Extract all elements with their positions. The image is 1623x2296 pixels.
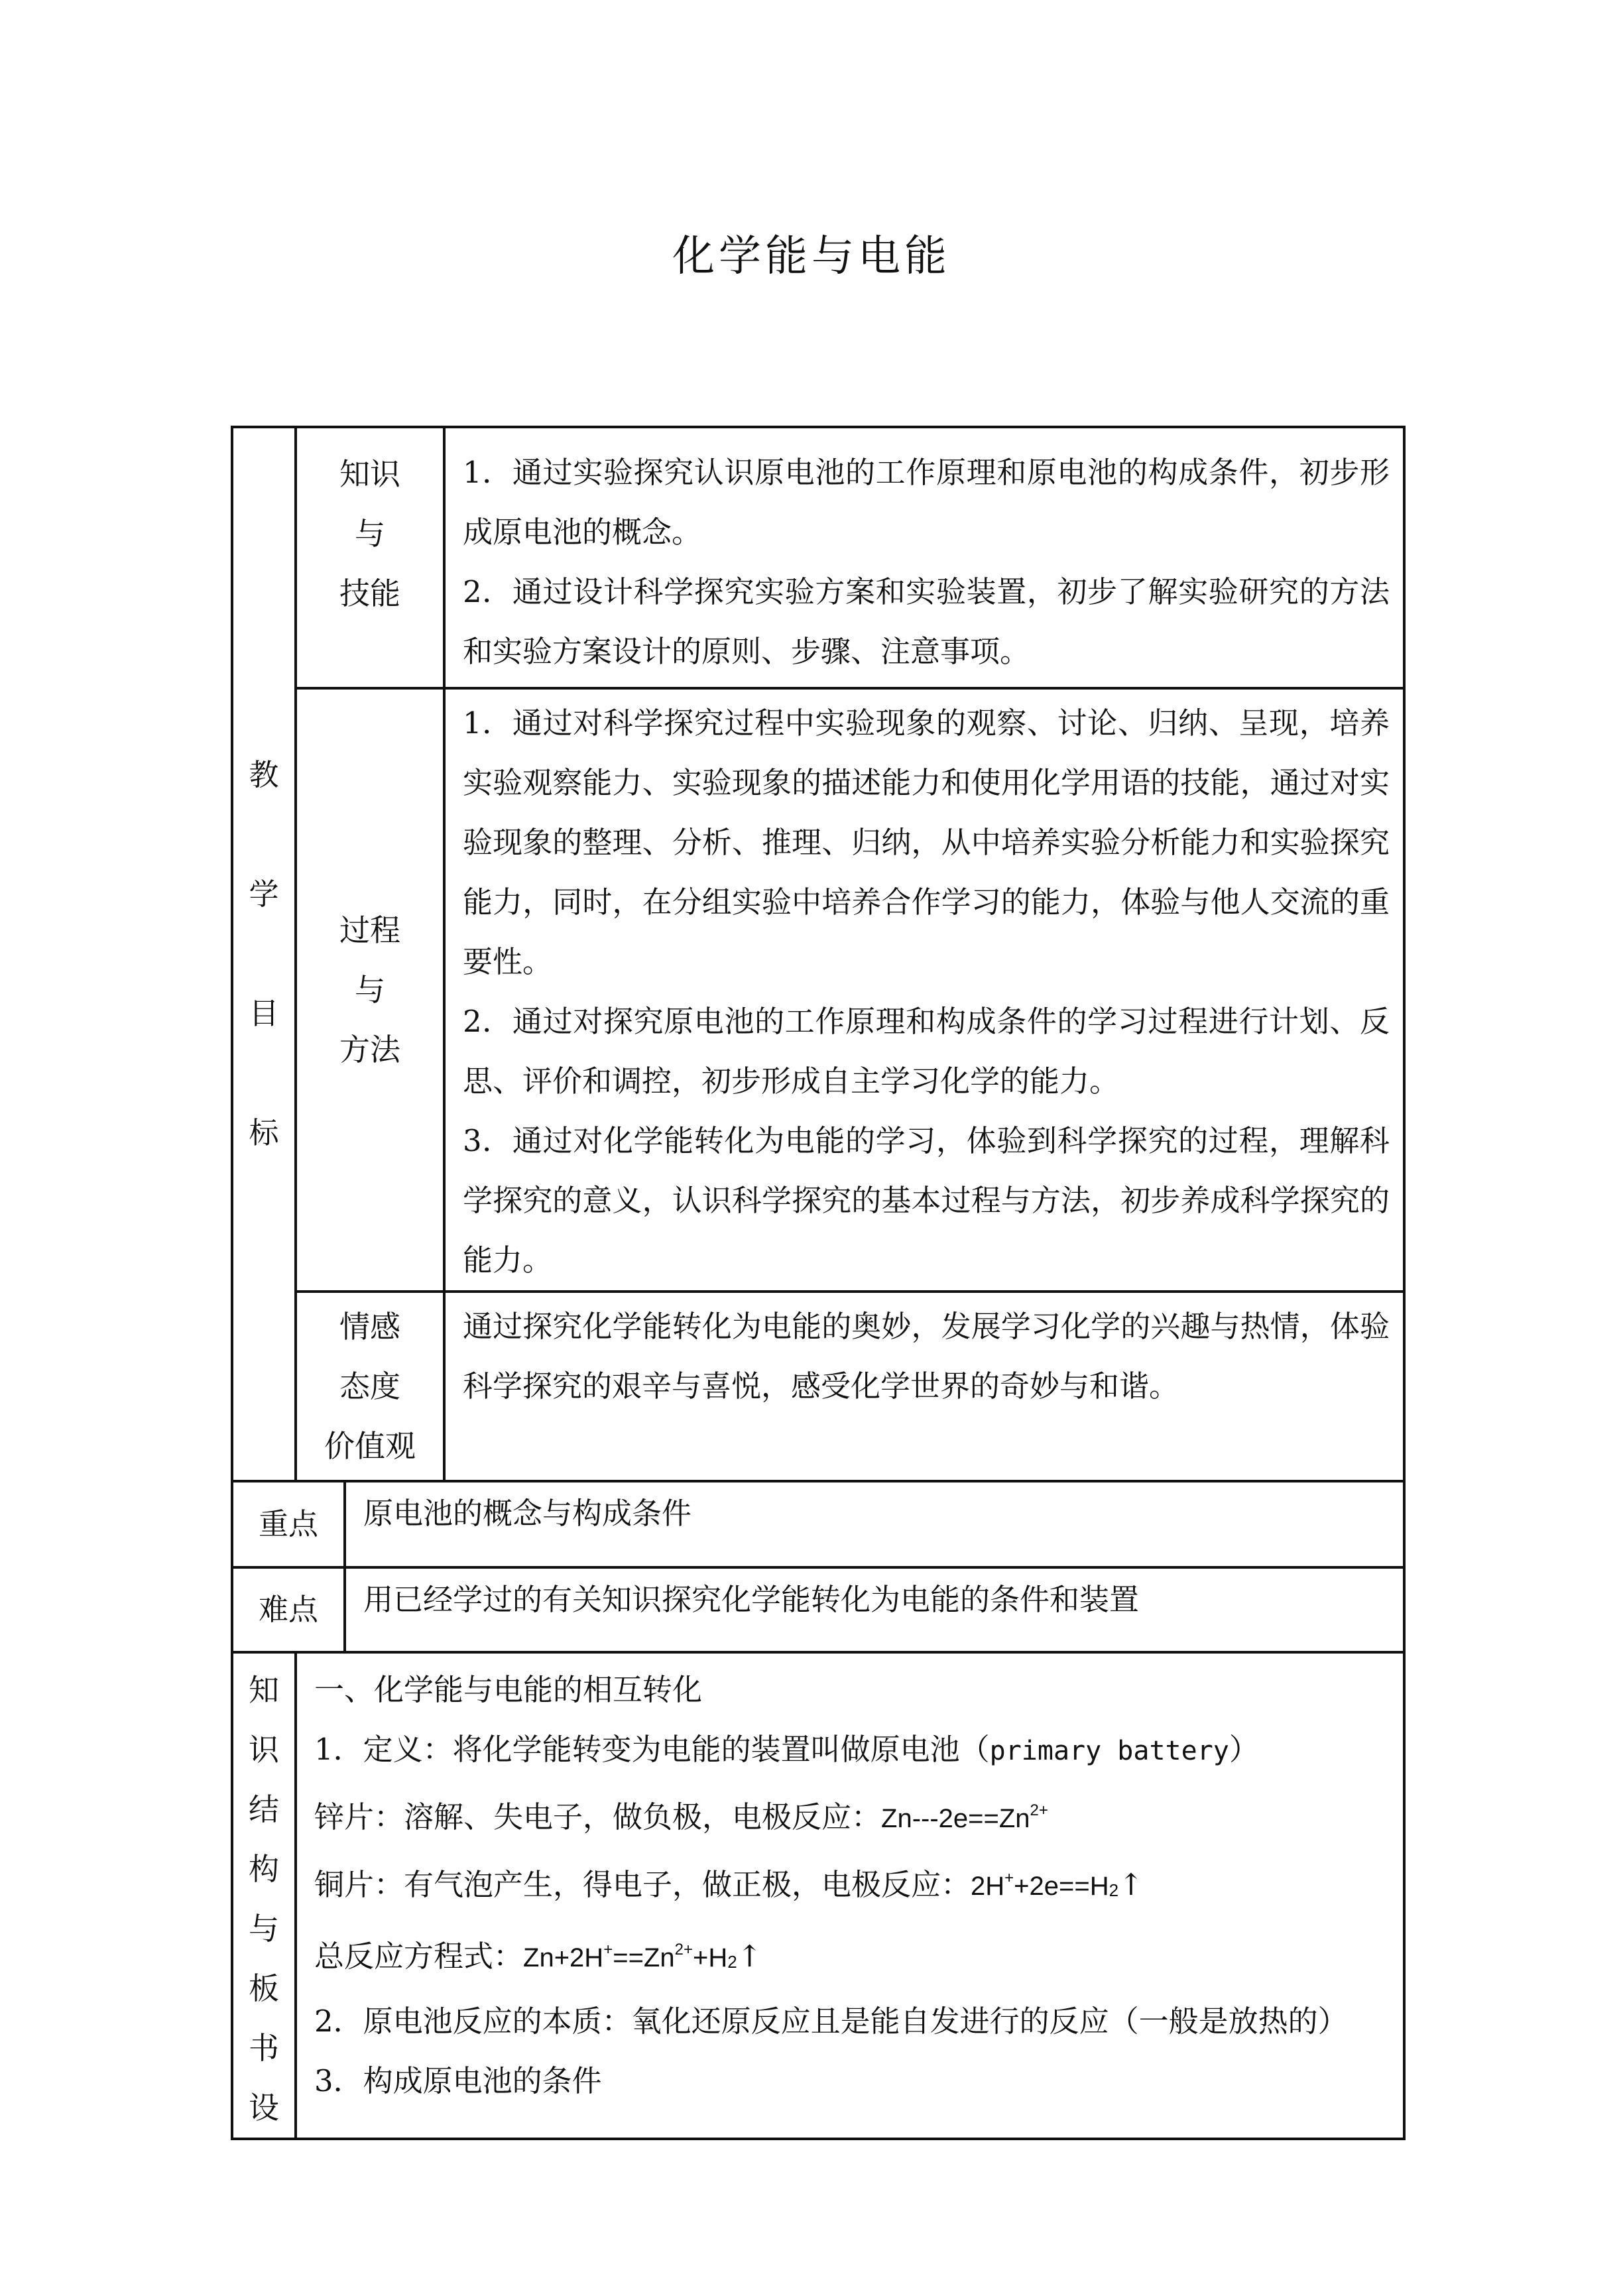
label-char: 设	[249, 2090, 279, 2126]
gas-arrow-icon: ↑	[737, 1939, 762, 1974]
copper-formula: 2H	[971, 1872, 1005, 1901]
total-charge: 2+	[674, 1941, 693, 1959]
total-formula: ==Zn	[613, 1943, 675, 1972]
total-equation-line	[314, 1920, 1390, 1992]
process-method-content	[444, 688, 1404, 1292]
label-line: 知识	[339, 456, 400, 492]
gas-arrow-icon: ↑	[1118, 1867, 1144, 1902]
definition-text: 1．定义：将化学能转变为电能的装置叫做原电池（	[314, 1732, 990, 1767]
definition-line	[314, 1720, 1390, 1781]
label-char: 书	[249, 2030, 279, 2066]
total-charge: +	[603, 1941, 613, 1959]
label-line: 态度	[339, 1368, 400, 1404]
objective-paragraph: 通过探究化学能转化为电能的奥妙，发展学习化学的兴趣与热情，体验科学探究的艰辛与喜悦，感受化学世界的奇妙与和谐。	[463, 1309, 1390, 1404]
objective-paragraph: 3．通过对化学能转化为电能的学习，体验到科学探究的过程，理解科学探究的意义，认识科学探究的基本过程与方法，初步养成科学探究的能力。	[463, 1123, 1390, 1278]
label-char: 构	[249, 1851, 279, 1887]
label-line: 与	[355, 516, 385, 552]
page-title: 化学能与电能	[672, 232, 951, 281]
emotion-attitude-label	[296, 1292, 444, 1481]
objectives-category-label	[232, 427, 296, 1481]
copper-charge: +	[1004, 1869, 1014, 1887]
key-point-label: 重点	[232, 1481, 345, 1567]
copper-formula: +2e==H	[1014, 1872, 1109, 1901]
objective-paragraph: 1．通过对科学探究过程中实验现象的观察、讨论、归纳、呈现，培养实验观察能力、实验现象的描述能力和使用化学用语的技能，通过对实验现象的整理、分析、推理、归纳，从中培养实验分析能力和实验探究能力，同时，在分组实验中培养合作学习的能力，体验与他人交流的重要性。	[463, 705, 1390, 979]
label-line: 情感	[339, 1309, 400, 1345]
label-line: 方法	[339, 1032, 400, 1067]
copper-line	[314, 1848, 1390, 1920]
zinc-text: 锌片：溶解、失电子，做负极，电极反应：	[314, 1799, 882, 1835]
difficult-point-row	[232, 1567, 1404, 1652]
zinc-line	[314, 1781, 1390, 1848]
category-char: 目	[249, 996, 279, 1031]
label-char: 板	[249, 1970, 279, 2006]
key-point-value: 原电池的概念与构成条件	[345, 1481, 1404, 1567]
process-method-label	[296, 688, 444, 1292]
label-line: 技能	[339, 575, 400, 611]
lesson-plan-table	[231, 426, 1406, 2140]
difficult-point-value: 用已经学过的有关知识探究化学能转化为电能的条件和装置	[345, 1567, 1404, 1652]
definition-close: ）	[1229, 1732, 1259, 1767]
total-text: 总反应方程式：	[314, 1939, 524, 1974]
label-line: 价值观	[324, 1428, 416, 1464]
knowledge-structure-content	[296, 1652, 1404, 2139]
copper-subscript: 2	[1109, 1880, 1119, 1900]
section-heading: 一、化学能与电能的相互转化	[314, 1672, 703, 1707]
label-char: 与	[249, 1911, 279, 1947]
objective-paragraph: 2．通过对探究原电池的工作原理和构成条件的学习过程进行计划、反思、评价和调控，初步形成自主学习化学的能力。	[463, 1004, 1390, 1099]
category-char: 标	[249, 1115, 279, 1150]
objective-row-knowledge	[232, 427, 1404, 688]
zinc-charge: 2+	[1030, 1801, 1048, 1819]
category-char: 学	[249, 876, 279, 912]
label-char: 结	[249, 1791, 279, 1827]
objective-paragraph: 2．通过设计科学探究实验方案和实验装置，初步了解实验研究的方法和实验方案设计的原则、步骤、注意事项。	[463, 574, 1390, 669]
category-char: 教	[249, 757, 279, 792]
objective-paragraph: 1．通过实验探究认识原电池的工作原理和原电池的构成条件，初步形成原电池的概念。	[463, 455, 1390, 550]
knowledge-structure-row	[232, 1652, 1404, 2139]
key-point-row	[232, 1481, 1404, 1567]
objective-row-process	[232, 688, 1404, 1292]
total-formula: Zn+2H	[523, 1943, 604, 1972]
difficult-point-label: 难点	[232, 1567, 345, 1652]
objective-row-emotion	[232, 1292, 1404, 1481]
knowledge-structure-label	[232, 1652, 296, 2139]
copper-text: 铜片：有气泡产生，得电子，做正极，电极反应：	[314, 1867, 971, 1902]
total-subscript: 2	[727, 1952, 737, 1972]
essence-paragraph: 2．原电池反应的本质：氧化还原反应且是能自发进行的反应（一般是放热的）	[314, 2004, 1348, 2039]
definition-term: primary battery	[989, 1736, 1229, 1766]
zinc-formula: Zn---2e==Zn	[881, 1804, 1030, 1833]
knowledge-skills-label	[296, 427, 444, 688]
total-formula: +H	[692, 1943, 728, 1972]
conditions-line: 3．构成原电池的条件	[314, 2063, 602, 2098]
label-char: 知	[249, 1672, 279, 1708]
label-line: 与	[355, 972, 385, 1008]
label-line: 过程	[339, 912, 400, 948]
emotion-attitude-content	[444, 1292, 1404, 1481]
label-char: 识	[249, 1732, 279, 1768]
knowledge-skills-content	[444, 427, 1404, 688]
